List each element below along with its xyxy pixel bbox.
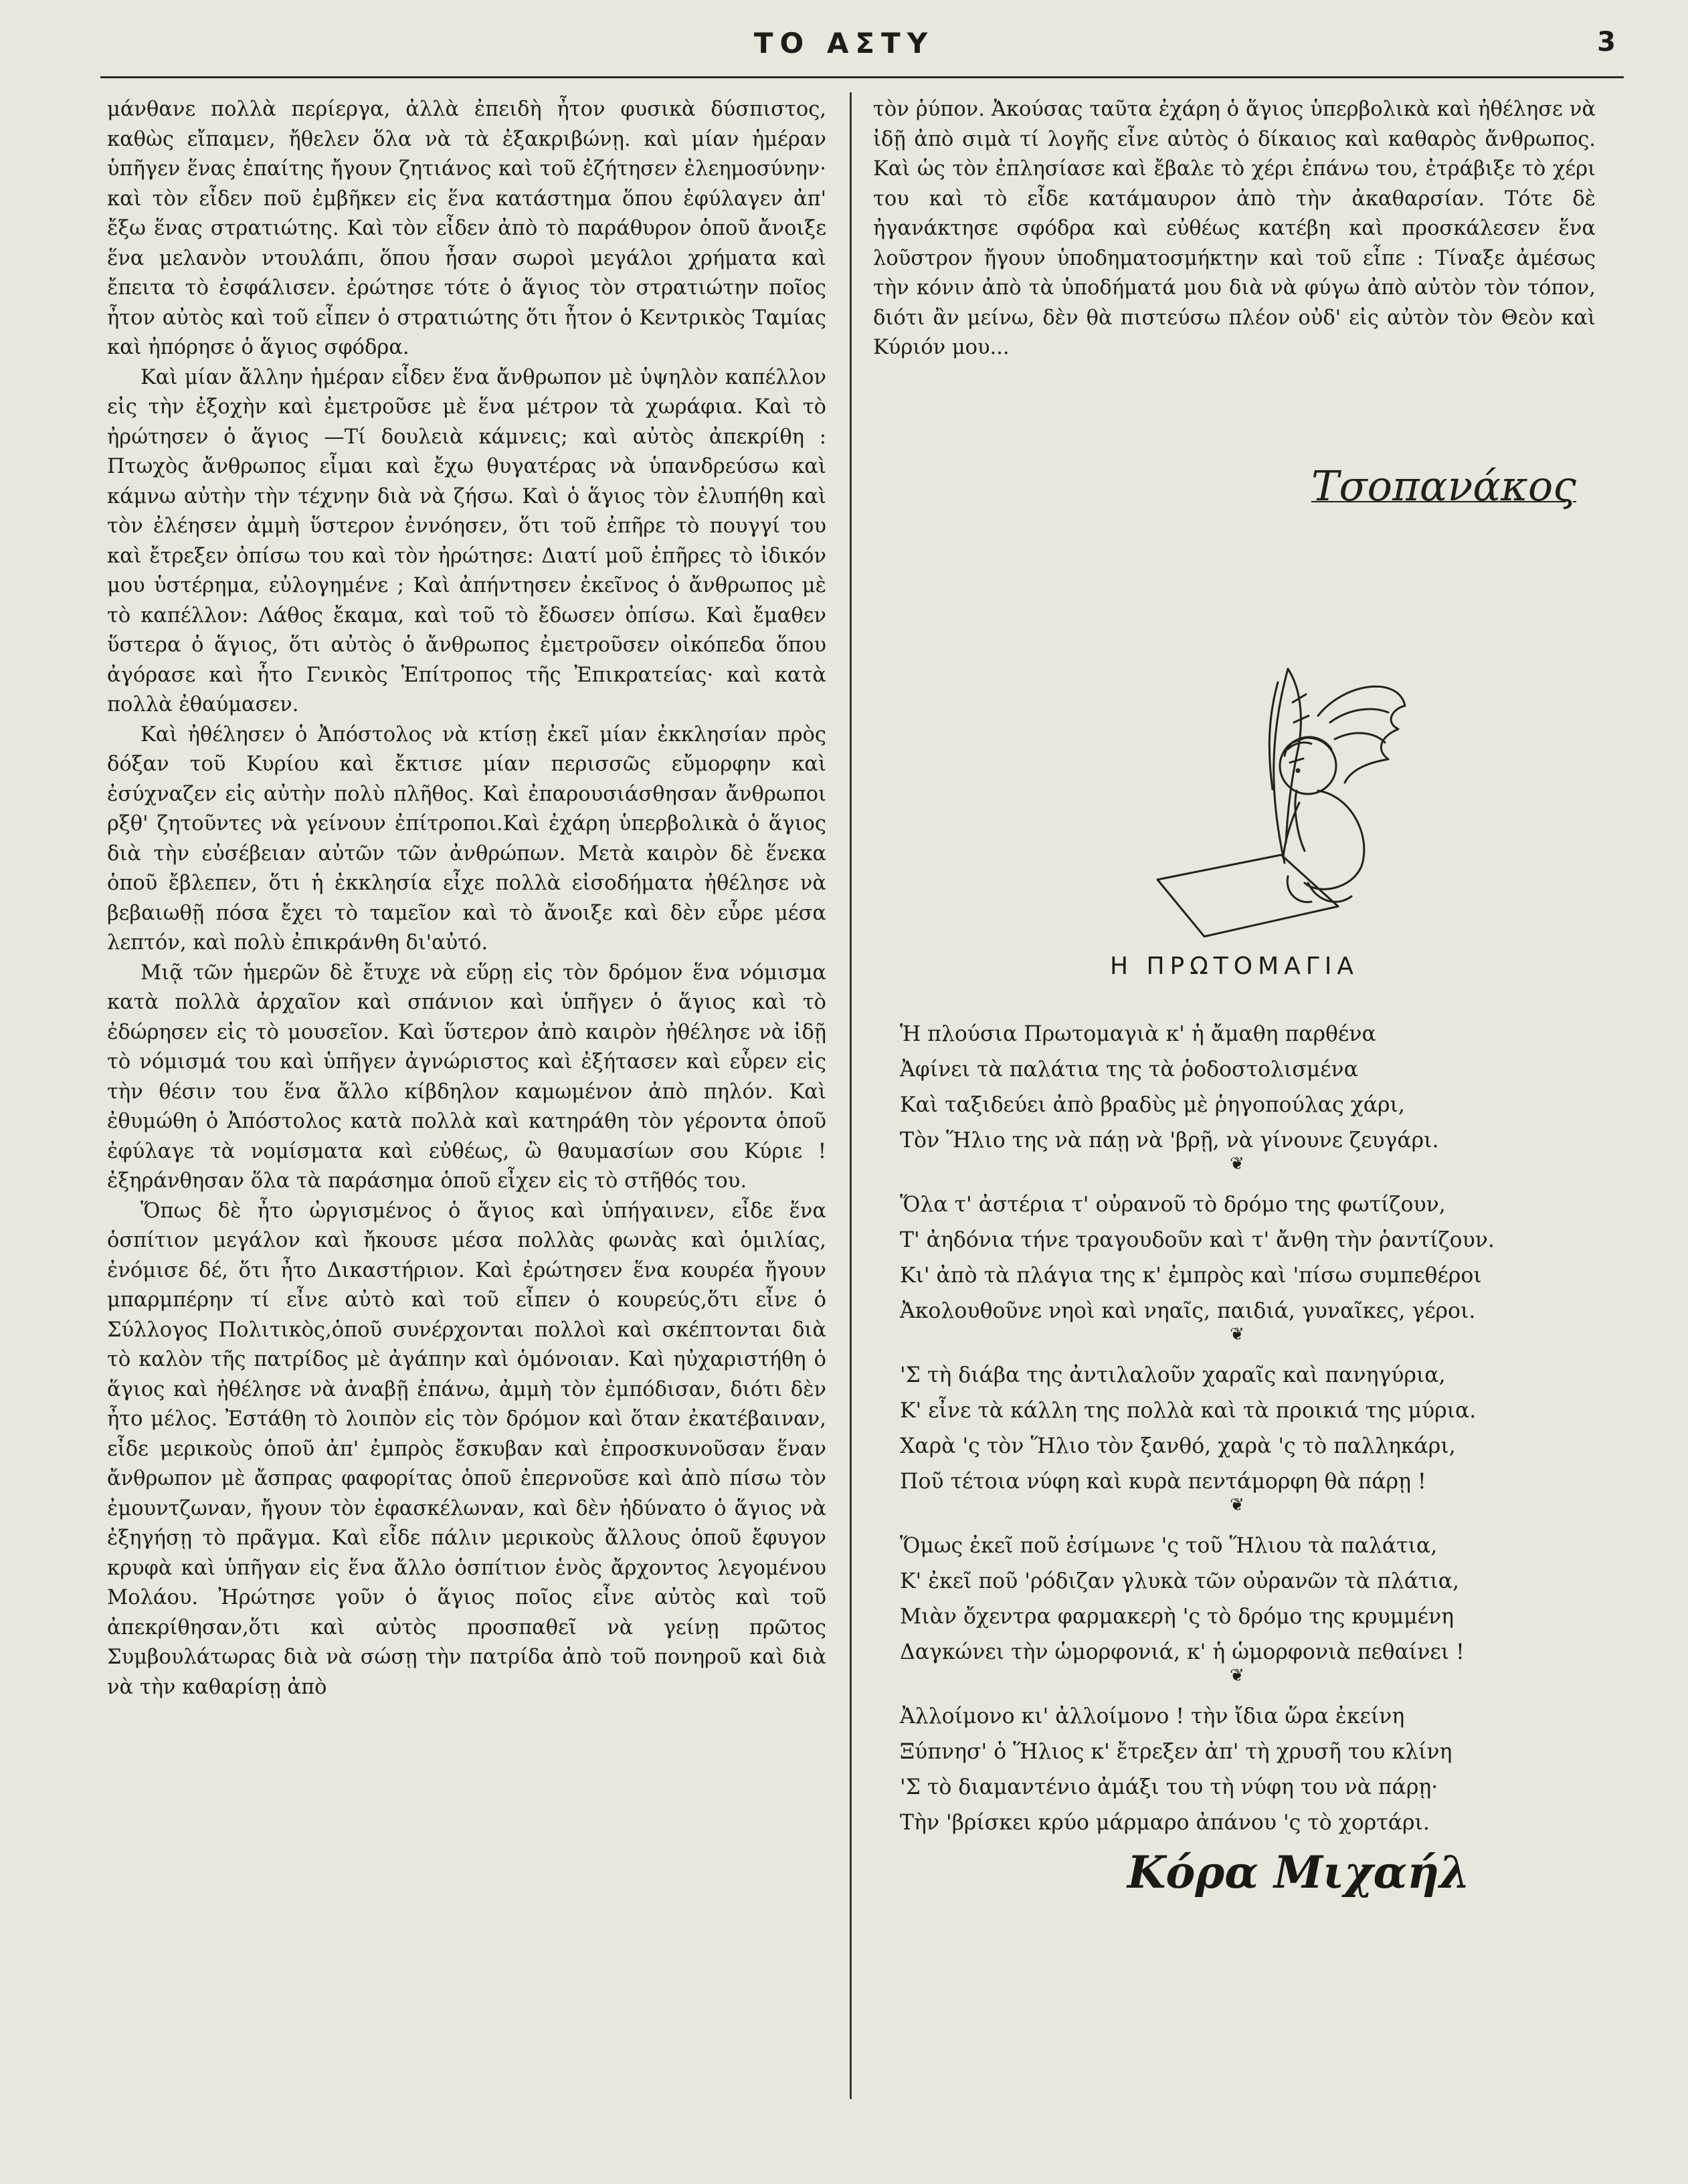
article-paragraph: Μιᾷ τῶν ἡμερῶν δὲ ἔτυχε νὰ εὕρῃ εἰς τὸν δρόμον ἕνα νόμισμα κατὰ πολλὰ ἀρχαῖον καὶ σπάνιον καὶ ὑπῆγεν ὁ ἅγιος καὶ τὸ ἐδώρησεν εἰς τὸ μουσεῖον. Καὶ ὕστερον ἀπὸ καιρὸν ἠθέλησε νὰ ἰδῇ τὸ νόμισμά του καὶ ὑπῆγεν ἀγνώριστος καὶ ἐξήτασεν καὶ εὗρεν εἰς τὴν θέσιν του ἕνα ἄλλο κίβδηλον καμωμένον ἀπὸ πηλόν. Καὶ ἐθυμώθη ὁ Ἀπόστολος κατὰ πολλὰ καὶ κατηράθη τὸν γέροντα ὁποῦ ἐφύλαγε τὰ νομίσματα καὶ εὐθέως, ὢ θαυμασίων σου Κύριε ! ἐξηράνθησαν ὅλα τὰ παράσημα ὁποῦ εἶχεν εἰς τὸ στῆθός του. bbox=[107, 961, 826, 1193]
article-paragraph: τὸν ῥύπον. Ἀκούσας ταῦτα ἐχάρη ὁ ἅγιος ὑπερβολικὰ καὶ ἠθέλησε νὰ ἰδῇ ἀπὸ σιμὰ τί λογῆς εἶνε αὐτὸς ὁ δίκαιος καὶ καθαρὸς ἄνθρωπος. Καὶ ὡς τὸν ἐπλησίασε καὶ ἔβαλε τὸ χέρι ἐπάνω του, ἐτράβιξε τὸ χέρι του καὶ τὸ εἶδε κατάμαυρον ἀπὸ τὴν ἀκαθαρσίαν. Τότε δὲ ἠγανάκτησε σφόδρα καὶ εὐθέως κατέβη καὶ προσκάλεσεν ἕνα λοῦστρον ἤγουν ὑποδηματοσμήκτην καὶ τοῦ εἶπε : Τίναξε ἀμέσως τὴν κόνιν ἀπὸ τὰ ὑποδήματά μου διὰ νὰ φύγω ἀπὸ αὐτὸν τὸν τόπον, διότι ἂν μείνω, δὲν θὰ πιστεύσω πλέον οὐδ' εἰς αὐτὸν τὸν Θεὸν καὶ Κύριόν μου... bbox=[873, 98, 1596, 359]
poem-line: Δαγκώνει τὴν ὡμορφονιά, κ' ἡ ὡμορφονιὰ πεθαίνει ! bbox=[900, 1640, 1465, 1664]
poem-line: Χαρὰ 'ς τὸν Ἥλιο τὸν ξανθό, χαρὰ 'ς τὸ παλληκάρι, bbox=[900, 1434, 1456, 1458]
poem-stanza bbox=[900, 1017, 1609, 1159]
poem-line: Τὴν 'βρίσκει κρύο μάρμαρο ἀπάνου 'ς τὸ χορτάρι. bbox=[900, 1811, 1430, 1835]
poem-line: Τὸν Ἥλιο της νὰ πάῃ νὰ 'βρῇ, νὰ γίνουνε ζευγάρι. bbox=[900, 1128, 1439, 1153]
poem-line: Ἀλλοίμονο κι' ἀλλοίμονο ! τὴν ἴδια ὥρα ἐκείνη bbox=[900, 1704, 1405, 1728]
poem-line: Ἀκολουθοῦνε νηοὶ καὶ νηαῖς, παιδιά, γυναῖκες, γέροι. bbox=[900, 1299, 1476, 1323]
poem-line: Τ' ἀηδόνια τήνε τραγουδοῦν καὶ τ' ἄνθη τὴν ῥαντίζουν. bbox=[900, 1228, 1495, 1252]
poem-line: Κ' εἶνε τὰ κάλλη της πολλὰ καὶ τὰ προικιά της μύρια. bbox=[900, 1399, 1477, 1423]
article-paragraph: Ὅπως δὲ ἦτο ὠργισμένος ὁ ἅγιος καὶ ὑπήγαινεν, εἶδε ἕνα ὁσπίτιον μεγάλον καὶ ἤκουσε μέσα πολλὰς φωνὰς καὶ ὁμιλίας, ἐνόμισε δέ, ὅτι ἦτο Δικαστήριον. Καὶ ἐρώτησεν ἕνα κουρέα ἤγουν μπαρμπέρην τί εἶνε αὐτὸ καὶ τοῦ εἶπεν ὁ κουρεύς,ὅτι εἶνε ὁ Σύλλογος Πολιτικὸς,ὁποῦ συνέρχονται πολλοὶ καὶ σκέπτονται διὰ τὸ καλὸν τῆς πατρίδος μὲ ἀγάπην καὶ ὁμόνοιαν. Καὶ ηὐχαριστήθη ὁ ἅγιος καὶ ἠθέλησε νὰ ἀναβῇ ἐπάνω, ἀμμὴ τὸν ἐμπόδισαν, διότι δὲν ἦτο μέλος. Ἐστάθη τὸ λοιπὸν εἰς τὸν δρόμον καὶ ὅταν ἐκατέβαιναν, εἶδε μερικοὺς ὁποῦ ἀπ' ἐμπρὸς ἔσκυβαν καὶ ἐπροσκυνοῦσαν ἕναν ἄνθρωπον μὲ ἄσπρας φαφορίτας ὁποῦ ἐπερνοῦσε καὶ ἀπὸ πίσω τὸν ἐμουντζωναν, ἤγουν τὸν ἐφασκέλωναν, καὶ δὲν ἠδύνατο ὁ ἅγιος νὰ ἐξηγήσῃ τὸ πρᾶγμα. Καὶ εἶδε πάλιν μερικοὺς ἄλλους ὁποῦ ἔφυγον κρυφὰ καὶ ὑπῆγαν εἰς ἕνα ἄλλο ὁσπίτιον ἑνὸς ἄρχοντος λεγομένου Μολάου. Ἠρώτησε γοῦν ὁ ἅγιος ποῖος εἶνε αὐτὸς καὶ τοῦ ἀπεκρίθησαν,ὅτι καὶ αὐτὸς προσπαθεῖ νὰ γείνῃ πρῶτος Συμβουλάτωρας διὰ νὰ σώσῃ τὴν πατρίδα ἀπὸ τοῦ πονηροῦ καὶ διὰ νὰ τὴν καθαρίσῃ ἀπὸ bbox=[107, 1199, 826, 1699]
poem-stanza bbox=[900, 1187, 1609, 1329]
stanza-ornament: ❦ bbox=[1230, 1666, 1246, 1686]
article-paragraph: μάνθανε πολλὰ περίεργα, ἀλλὰ ἐπειδὴ ἦτον φυσικὰ δύσπιστος, καθὼς εἴπαμεν, ἤθελεν ὅλα νὰ τὰ ἐξακριβώνῃ. καὶ μίαν ἡμέραν ὑπῆγεν ἕνας ἐπαίτης ἤγουν ζητιάνος καὶ τοῦ ἐζήτησεν ἐλεημοσύνην· καὶ τὸν εἶδεν ποῦ ἐμβῆκεν εἰς ἕνα κατάστημα ὅπου ἐφύλαγεν ἀπ' ἔξω ἕνας στρατιώτης. Καὶ τὸν εἶδεν ἀπὸ τὸ παράθυρον ὁποῦ ἄνοιξε ἕνα μελανὸν ντουλάπι, ὅπου ἦσαν σωροὶ μεγάλοι χρήματα καὶ ἔπειτα τὸ ἐσφάλισεν. ἐρώτησε τότε ὁ ἅγιος τὸν στρατιώτην ποῖος ἦτον αὐτὸς καὶ τοῦ εἶπεν ὁ στρατιώτης ὅτι ἦτον ὁ Κεντρικὸς Ταμίας καὶ ἠπόρησε ὁ ἅγιος σφόδρα. bbox=[107, 98, 826, 359]
poem-line: Κ' ἐκεῖ ποῦ 'ρόδιζαν γλυκὰ τῶν οὐρανῶν τὰ πλάτια, bbox=[900, 1569, 1460, 1593]
poem-stanza bbox=[900, 1528, 1609, 1670]
poem-line: Ἡ πλούσια Πρωτομαγιὰ κ' ἡ ἄμαθη παρθένα bbox=[900, 1022, 1376, 1046]
page-number: 3 bbox=[1597, 27, 1616, 58]
stanza-ornament: ❦ bbox=[1230, 1154, 1246, 1174]
stanza-ornament: ❦ bbox=[1230, 1324, 1246, 1345]
stanza-ornament: ❦ bbox=[1230, 1495, 1246, 1515]
poem-line: 'Σ τὸ διαμαντένιο ἀμάξι του τὴ νύφη του νὰ πάρῃ· bbox=[900, 1775, 1438, 1799]
header-rule bbox=[100, 76, 1624, 78]
poem-line: Ἀφίνει τὰ παλάτια της τὰ ῥοδοστολισμένα bbox=[900, 1058, 1358, 1082]
poem-line: 'Σ τὴ διάβα της ἀντιλαλοῦν χαραῖς καὶ πανηγύρια, bbox=[900, 1363, 1446, 1387]
poem-line: Ποῦ τέτοια νύφη καὶ κυρὰ πεντάμορφη θὰ πάρῃ ! bbox=[900, 1470, 1426, 1494]
poem-title: Η ΠΡΩΤΟΜΑΓΙΑ bbox=[1109, 953, 1359, 980]
right-column bbox=[873, 95, 1596, 363]
left-column bbox=[107, 95, 826, 1702]
poem-line: Μιὰν ὄχεντρα φαρμακερὴ 'ς τὸ δρόμο της κρυμμένη bbox=[900, 1605, 1454, 1629]
poem-line: Ὅμως ἐκεῖ ποῦ ἐσίμωνε 'ς τοῦ Ἥλιου τὰ παλάτια, bbox=[900, 1534, 1438, 1558]
poem-line: Κι' ἀπὸ τὰ πλάγια της κ' ἐμπρὸς καὶ 'πίσω συμπεθέροι bbox=[900, 1264, 1482, 1288]
author-signature-2: Κόρα Μιχαήλ bbox=[1127, 1846, 1471, 1898]
poem-line: Ὅλα τ' ἀστέρια τ' οὐρανοῦ τὸ δρόμο της φωτίζουν, bbox=[900, 1193, 1446, 1217]
column-divider bbox=[850, 92, 852, 2099]
article-paragraph: Καὶ μίαν ἄλλην ἡμέραν εἶδεν ἕνα ἄνθρωπον μὲ ὑψηλὸν καπέλλον εἰς τὴν ἐξοχὴν καὶ ἐμετροῦσε μὲ ἕνα μέτρον τὰ χωράφια. Καὶ τὸ ἠρώτησεν ὁ ἅγιος —Τί δουλειὰ κάμνεις; καὶ αὐτὸς ἀπεκρίθη : Πτωχὸς ἄνθρωπος εἶμαι καὶ ἔχω θυγατέρας νὰ ὑπανδρεύσω καὶ κάμνω αὐτὴν τὴν τέχνην διὰ νὰ ζήσω. Καὶ ὁ ἅγιος τὸν ἐλυπήθη καὶ τὸν ἐλέησεν ἀμμὴ ὕστερον ἐννόησεν, ὅτι τοῦ ἐπῆρε τὸ πουγγί του καὶ ἔτρεξεν ὀπίσω του καὶ τὸν ἠρώτησε: Διατί μοῦ ἐπῆρες τὸ ἰδικόν μου ὑστέρημα, εὐλογημένε ; Καὶ ἀπήντησεν ἐκεῖνος ὁ ἄνθρωπος μὲ τὸ καπέλλον: Λάθος ἔκαμα, καὶ τοῦ τὸ ἔδωσεν ὀπίσω. Καὶ ἔμαθεν ὕστερα ὁ ἅγιος, ὅτι αὐτὸς ὁ ἄνθρωπος ἐμετροῦσεν οἰκόπεδα ὅπου ἀγόρασε καὶ ἦτο Γενικὸς Ἐπίτροπος τῆς Ἐπικρατείας· καὶ κατὰ πολλὰ ἐθαύμασεν. bbox=[107, 365, 826, 716]
cherub-illustration bbox=[1117, 642, 1438, 950]
poem-stanza bbox=[900, 1699, 1609, 1841]
poem-line: Καὶ ταξιδεύει ἀπὸ βραδὺς μὲ ῥηγοπούλας χάρι, bbox=[900, 1093, 1405, 1117]
poem-line: Ξύπνησ' ὁ Ἥλιος κ' ἔτρεξεν ἀπ' τὴ χρυσῆ του κλίνη bbox=[900, 1740, 1452, 1764]
poem-stanza bbox=[900, 1358, 1609, 1500]
article-paragraph: Καὶ ἠθέλησεν ὁ Ἀπόστολος νὰ κτίσῃ ἐκεῖ μίαν ἐκκλησίαν πρὸς δόξαν τοῦ Κυρίου καὶ ἔκτισε μίαν περισσῶς εὔμορφην καὶ ἐσύχναζεν εἰς αὐτὴν πολὺ πλῆθος. Καὶ ἐπαρουσιάσθησαν ἄνθρωποι ρξθ' ζητοῦντες νὰ γείνουν ἐπίτροποι.Καὶ ἐχάρη ὑπερβολικὰ ὁ ἅγιος διὰ τὴν εὐσέβειαν αὐτῶν τῶν ἀνθρώπων. Μετὰ καιρὸν δὲ ἕνεκα ὁποῦ ἔβλεπεν, ὅτι ἡ ἐκκλησία εἶχε πολλὰ εἰσοδήματα ἠθέλησε νὰ βεβαιωθῇ πόσα ἔχει τὸ ταμεῖον καὶ τὸ ἄνοιξε καὶ δὲν εὗρε μέσα λεπτόν, καὶ πολὺ ἐπικράνθη δι'αὐτό. bbox=[107, 722, 826, 955]
author-signature-1: Τσοπανάκος bbox=[1311, 462, 1576, 510]
newspaper-masthead: ΤΟ ΑΣΤΥ bbox=[753, 27, 935, 60]
